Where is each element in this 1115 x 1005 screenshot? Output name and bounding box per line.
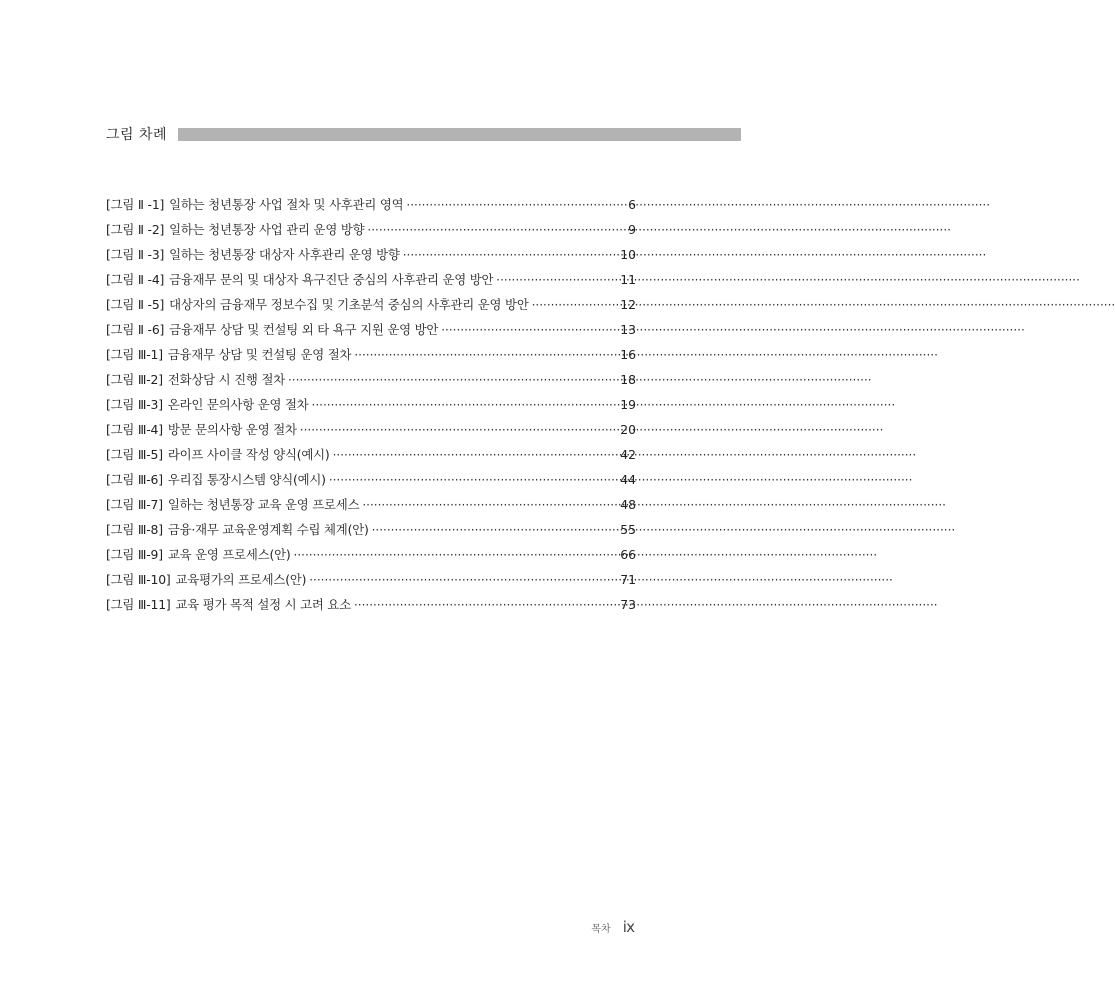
toc-entry-page: 55 [620,522,636,537]
toc-entry[interactable] [106,567,636,592]
toc-entry-title: 일하는 청년통장 사업 관리 운영 방향 [169,222,365,237]
toc-entry-page: 11 [620,272,636,287]
toc-entry-label: [그림 Ⅱ -3] [106,247,165,262]
toc-entry-title: 일하는 청년통장 대상자 사후관리 운영 방향 [169,247,400,262]
toc-entry-title: 라이프 사이클 작성 양식(예시) [167,447,330,462]
toc-entry[interactable] [106,217,636,242]
toc-entry-title: 일하는 청년통장 교육 운영 프로세스 [167,497,360,512]
toc-entry-label: [그림 Ⅲ-4] [106,422,163,437]
header-rule-bar [178,128,741,141]
toc-dot-leader [367,218,623,243]
toc-entry-title: 금융·재무 교육운영계획 수립 체계(안) [167,522,369,537]
toc-entry[interactable] [106,392,636,417]
toc-entry-page: 42 [620,447,636,462]
toc-entry-page: 18 [620,372,636,387]
toc-entry-label: [그림 Ⅱ -1] [106,197,165,212]
toc-entry[interactable] [106,542,636,567]
toc-entry-page: 9 [628,222,636,237]
toc-dot-leader [496,268,617,293]
toc-entry-page: 20 [620,422,636,437]
toc-entry-label: [그림 Ⅲ-5] [106,447,163,462]
toc-entry[interactable] [106,317,636,342]
toc-entry[interactable] [106,417,636,442]
toc-entry[interactable] [106,342,636,367]
toc-dot-leader [288,368,617,393]
toc-entry-page: 19 [620,397,636,412]
toc-dot-leader [406,193,623,218]
toc-entry-page: 10 [620,247,636,262]
toc-entry-page: 6 [628,197,636,212]
toc-dot-leader [372,518,618,543]
toc-entry-page: 73 [620,597,636,612]
toc-entry-page: 66 [620,547,636,562]
toc-entry-page: 13 [620,322,636,337]
toc-dot-leader [309,568,617,593]
toc-entry[interactable] [106,292,636,317]
toc-dot-leader [294,543,618,568]
toc-dot-leader [329,468,617,493]
toc-entry-page: 16 [620,347,636,362]
toc-dot-leader [312,393,618,418]
footer-page-number: ⅸ [622,918,635,936]
toc-entry[interactable] [106,492,636,517]
toc-entry-title: 교육평가의 프로세스(안) [175,572,307,587]
toc-entry-title: 금융재무 상담 및 컨설팅 운영 절차 [167,347,352,362]
toc-entry[interactable] [106,442,636,467]
toc-entry-label: [그림 Ⅲ-10] [106,572,171,587]
figure-index-list [106,192,636,617]
page-header [106,124,741,146]
toc-entry-page: 44 [620,472,636,487]
toc-dot-leader [362,493,617,518]
toc-dot-leader [333,443,618,468]
toc-dot-leader [354,343,617,368]
toc-entry-title: 금융재무 상담 및 컨설팅 외 타 욕구 지원 운영 방안 [169,322,439,337]
toc-dot-leader [532,293,618,318]
toc-entry-label: [그림 Ⅱ -5] [106,297,165,312]
toc-entry-label: [그림 Ⅱ -2] [106,222,165,237]
toc-entry-page: 12 [620,297,636,312]
toc-entry-label: [그림 Ⅲ-2] [106,372,163,387]
toc-entry-label: [그림 Ⅲ-3] [106,397,163,412]
toc-entry-page: 48 [620,497,636,512]
toc-entry-title: 방문 문의사항 운영 절차 [167,422,297,437]
toc-entry[interactable] [106,192,636,217]
toc-entry-title: 교육 운영 프로세스(안) [167,547,291,562]
toc-entry-label: [그림 Ⅲ-8] [106,522,163,537]
toc-entry[interactable] [106,367,636,392]
page-footer [591,918,635,940]
toc-entry[interactable] [106,267,636,292]
toc-entry-title: 대상자의 금융재무 정보수집 및 기초분석 중심의 사후관리 운영 방안 [169,297,529,312]
toc-entry[interactable] [106,467,636,492]
toc-entry-label: [그림 Ⅲ-1] [106,347,163,362]
toc-entry-title: 온라인 문의사항 운영 절차 [167,397,309,412]
toc-dot-leader [300,418,617,443]
toc-entry-label: [그림 Ⅲ-11] [106,597,171,612]
toc-dot-leader [403,243,618,268]
toc-entry[interactable] [106,592,636,617]
toc-entry-page: 71 [620,572,636,587]
toc-entry[interactable] [106,517,636,542]
toc-entry-title: 우리집 통장시스템 양식(예시) [167,472,326,487]
toc-entry-label: [그림 Ⅲ-9] [106,547,163,562]
footer-section-label: 목차 [591,924,611,935]
toc-entry[interactable] [106,242,636,267]
toc-dot-leader [441,318,617,343]
page-title: 그림 차례 [106,127,168,143]
toc-dot-leader [354,593,617,618]
toc-entry-label: [그림 Ⅲ-7] [106,497,163,512]
toc-entry-title: 일하는 청년통장 사업 절차 및 사후관리 영역 [169,197,404,212]
toc-entry-title: 교육 평가 목적 설정 시 고려 요소 [175,597,351,612]
toc-entry-label: [그림 Ⅱ -6] [106,322,165,337]
toc-entry-label: [그림 Ⅱ -4] [106,272,165,287]
toc-entry-label: [그림 Ⅲ-6] [106,472,163,487]
toc-entry-title: 전화상담 시 진행 절차 [167,372,285,387]
toc-entry-title: 금융재무 문의 및 대상자 욕구진단 중심의 사후관리 운영 방안 [169,272,494,287]
